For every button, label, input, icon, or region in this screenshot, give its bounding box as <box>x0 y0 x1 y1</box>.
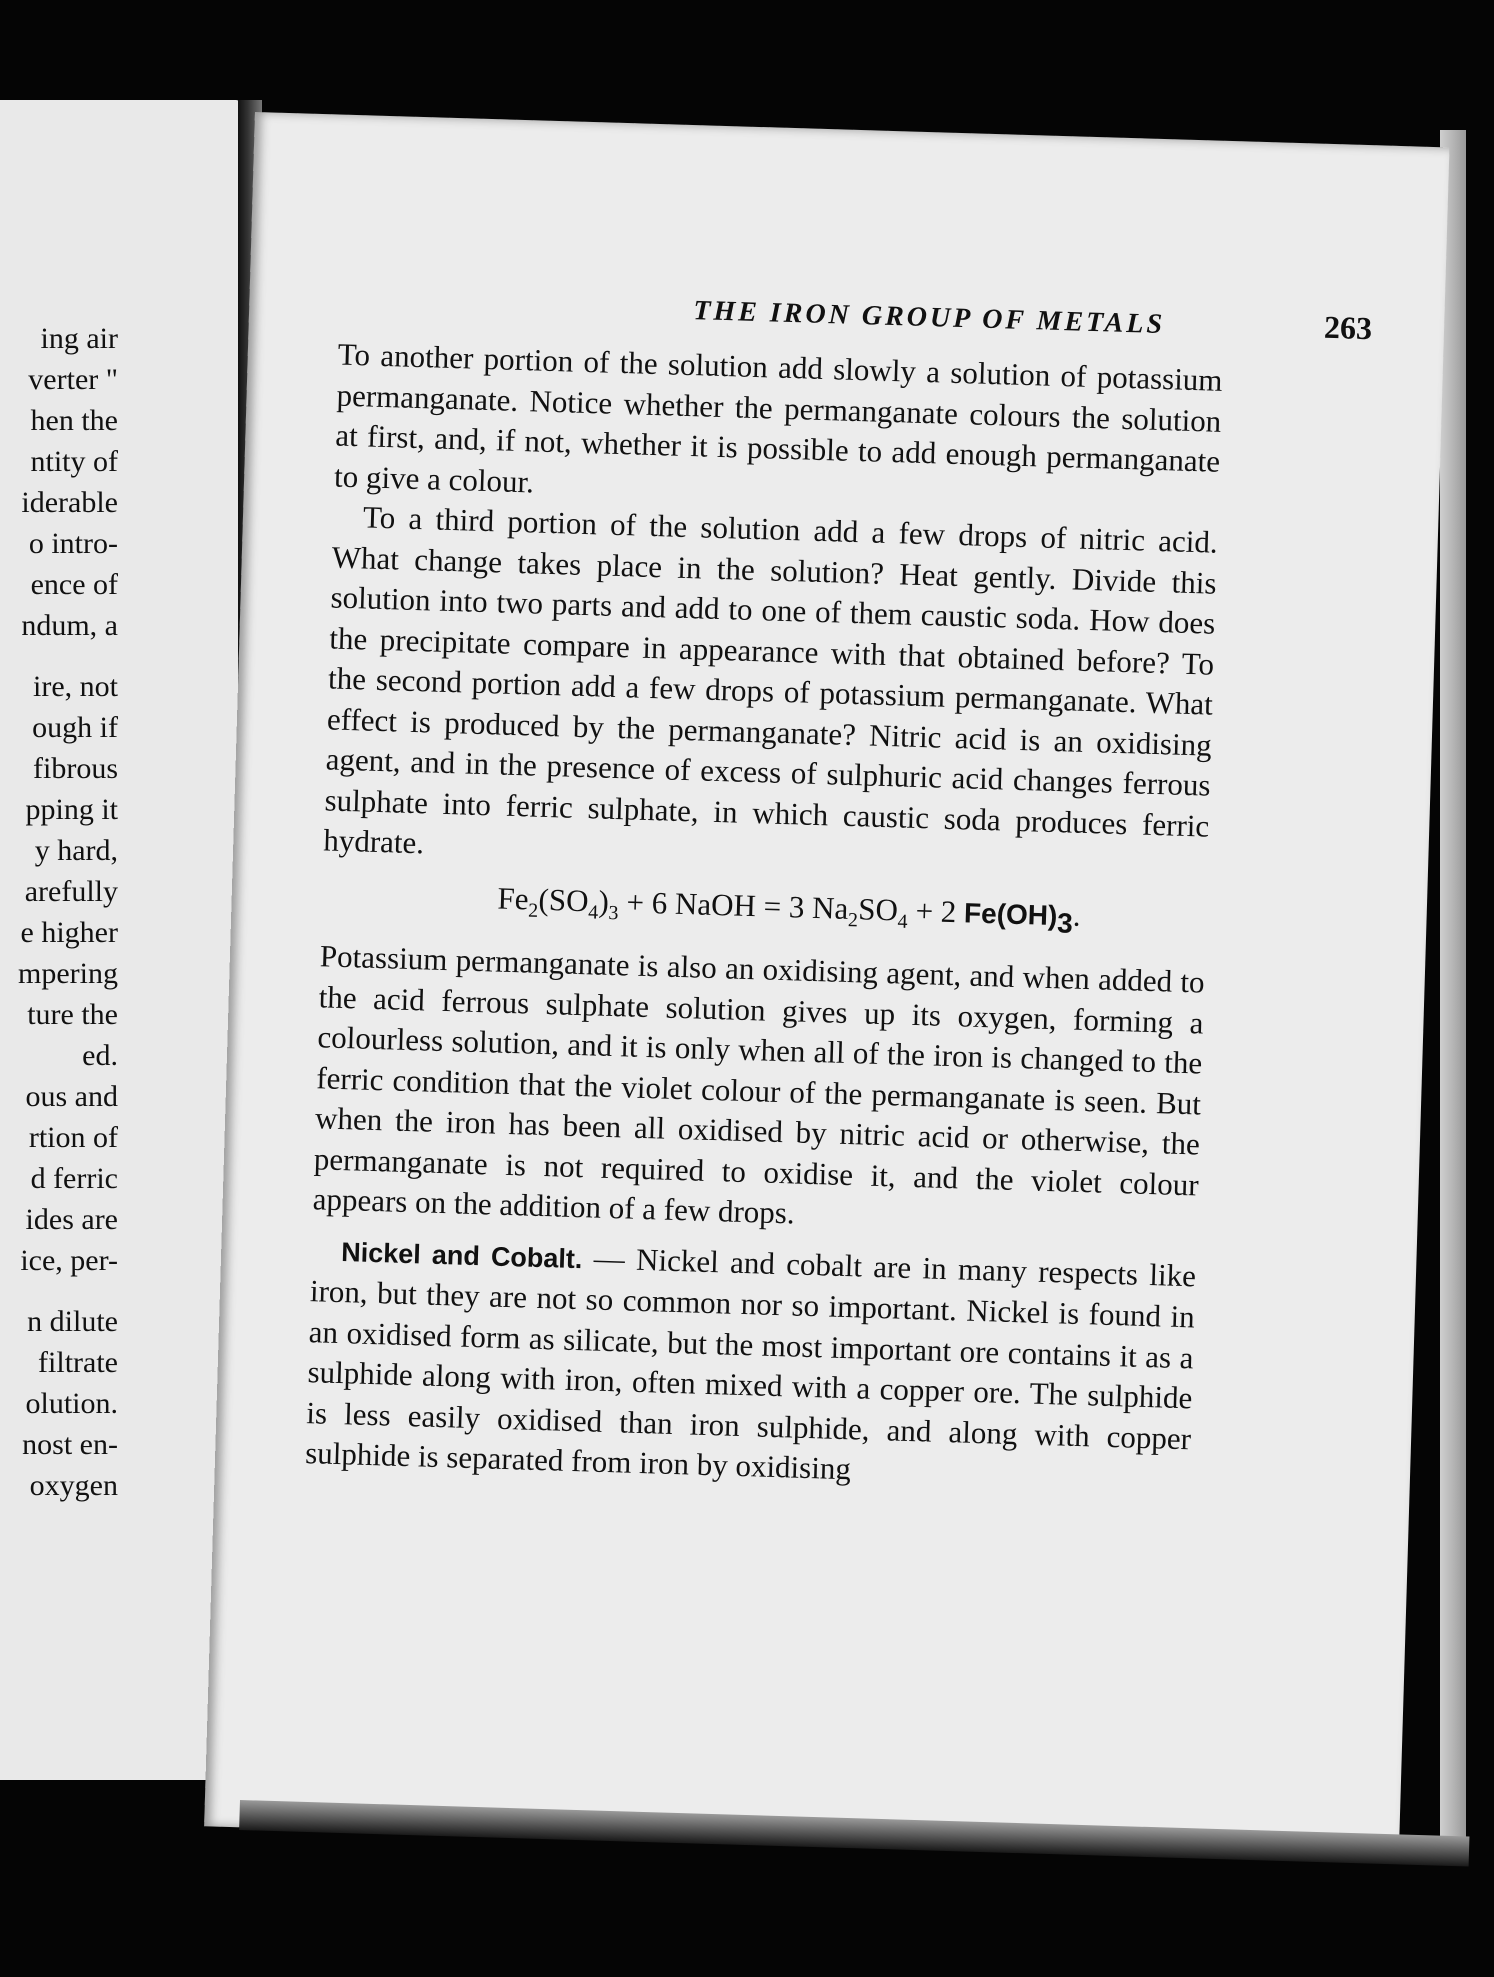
paragraph-nickel-cobalt-text: Nickel and cobalt are in many respects like iron, but they are not so common nor so important. Nickel is found in an oxidised form as silicate, but the most important ore contains it as a sulphide along with iron, often mixed with a copper ore. The sulphide is less easily oxidised than iron sulphide, and along with copper sulphide is separated from iron by oxidising <box>304 1241 1197 1487</box>
left-page-line: pping it <box>25 793 118 826</box>
paragraph-nitric-acid-test: To a third portion of the solution add a few drops of nitric acid. What change takes place in the solution? Heat gently. Divide this solution into two parts and add to one of them caustic soda. How does the precipitate compare in appearance with that obtained before? To the second portion add a few drops of potassium permanganate. What effect is produced by the permanganate? Nitric acid is an oxidising agent, and in the presence of excess of sulphuric acid changes ferrous sulphate into ferric sulphate, in which caustic soda produces ferric hydrate. <box>322 499 1219 861</box>
left-page-line: y hard, <box>34 834 118 867</box>
left-page-line: olution. <box>25 1387 118 1420</box>
left-page-line: ence of <box>30 568 118 601</box>
left-page-line: ture the <box>27 998 118 1031</box>
equation-na-subscript: 2 <box>847 908 859 931</box>
page-number: 263 <box>1323 308 1373 347</box>
left-page-line: ous and <box>25 1080 118 1113</box>
equation-product-subscript: 3 <box>1056 906 1074 939</box>
left-page-line: iderable <box>21 486 118 519</box>
left-page-line: oxygen <box>29 1469 118 1502</box>
equation-so: SO <box>857 890 899 927</box>
page-edge <box>1440 130 1466 1840</box>
equation-product: Fe(OH) <box>963 896 1058 931</box>
equation-so4-outer-subscript: 3 <box>608 901 619 924</box>
left-page-line: e higher <box>20 916 118 949</box>
equation-so-subscript: 4 <box>897 910 908 933</box>
left-page-line: arefully <box>24 875 118 908</box>
left-page-line: d ferric <box>30 1162 118 1195</box>
left-page-text <box>0 318 118 1506</box>
left-page-line: ndum, a <box>21 609 118 642</box>
right-page <box>204 112 1449 1862</box>
left-page-line: fibrous <box>33 752 118 785</box>
left-page-line: o intro- <box>28 527 118 560</box>
left-page-line: ntity of <box>30 445 118 478</box>
left-page-line: verter " <box>28 363 118 396</box>
left-page-line: ough if <box>32 711 118 744</box>
left-page-line: nost en- <box>22 1428 118 1461</box>
running-head: THE IRON GROUP OF METALS <box>692 295 1166 341</box>
left-page-line: ire, not <box>33 670 118 703</box>
section-dash: — <box>581 1239 637 1277</box>
equation-so4-close: ) <box>598 883 610 919</box>
left-page-line: filtrate <box>38 1346 118 1379</box>
left-page-line: hen the <box>30 404 118 437</box>
left-page-line: ing air <box>40 322 118 355</box>
equation-fe: Fe <box>497 880 530 916</box>
left-page-gap <box>0 1281 118 1301</box>
paragraph-oxidising-agent: Potassium permanganate is also an oxidising agent, and when added to the acid ferrous sulphate solution gives up its oxygen, forming a colourless solution, and it is only when all of the iron is changed to the ferric condition that the violet colour of the permanganate is seen. But when the iron has been all oxidised by nitric acid or otherwise, the permanganate is not required to oxidise it, and the violet colour appears on the addition of a few drops. <box>312 938 1206 1231</box>
section-heading: Nickel and Cobalt. <box>340 1236 583 1274</box>
equation-plus: + 2 <box>907 892 965 929</box>
equation-so4-subscript: 4 <box>587 900 599 924</box>
equation-so4-open: (SO <box>538 881 590 918</box>
paragraph-permanganate-test: To another portion of the solution add slowly a solution of potassium permanganate. Notice whether the permanganate colours the solution at first, and, if not, whether it is possible to add enough permanganate to give a colour. <box>333 336 1223 499</box>
equation-fe-subscript: 2 <box>527 899 539 922</box>
equation-middle: + 6 NaOH = 3 Na <box>618 883 849 926</box>
page-body <box>305 335 1223 1500</box>
left-page <box>0 100 240 1780</box>
left-page-line: rtion of <box>28 1121 118 1154</box>
left-page-line: ides are <box>25 1203 118 1236</box>
left-page-line: ed. <box>82 1039 118 1072</box>
left-page-gap <box>0 646 118 666</box>
left-page-line: n dilute <box>27 1305 118 1338</box>
left-page-line: ice, per- <box>20 1244 118 1277</box>
left-page-line: mpering <box>18 957 118 990</box>
paragraph-nickel-cobalt <box>305 1230 1197 1500</box>
chemical-equation <box>321 873 1207 951</box>
equation-end: . <box>1072 897 1082 933</box>
